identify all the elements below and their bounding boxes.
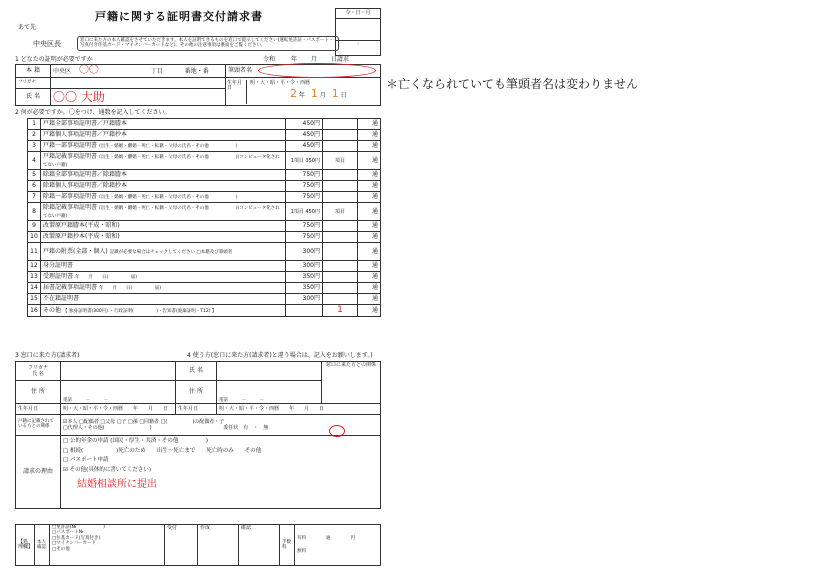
item-name: 除籍個人事項証明書／除籍抄本 <box>43 182 128 190</box>
certificate-item-row[interactable] <box>28 272 381 283</box>
item-name-cell <box>41 170 286 181</box>
honseki-field[interactable] <box>51 65 226 78</box>
item-name-cell <box>41 272 286 283</box>
form-title: 戸籍に関する証明書交付請求書 <box>95 10 263 23</box>
item-fee: 1項目 450円 <box>286 203 323 221</box>
req-name-field[interactable] <box>61 362 176 381</box>
item-number: 12 <box>28 261 41 272</box>
item-fee: 450円 <box>286 119 323 130</box>
item-name-cell <box>41 283 286 294</box>
item-count[interactable] <box>323 283 358 294</box>
id-item: □免許証(№ ) <box>52 525 105 530</box>
item-fee: 300円 <box>286 261 323 272</box>
item-number: 8 <box>28 203 41 221</box>
req-birth-eras[interactable]: 明・大・昭・平・令・西暦 年 月 日 <box>61 404 176 415</box>
chome-label: 丁目 <box>150 68 163 75</box>
use-birth-eras[interactable]: 明・大・昭・平・令・西暦 年 月 日 <box>217 404 381 415</box>
use-relation-label: 窓口に来た方との関係 <box>322 362 381 404</box>
item-tsu: 通 <box>358 294 381 305</box>
item-tsu: 通 <box>358 170 381 181</box>
item-fee: 750円 <box>286 232 323 243</box>
reiwa-label: 令和 <box>263 56 276 63</box>
item-count[interactable] <box>323 141 358 152</box>
item-number: 1 <box>28 119 41 130</box>
honseki-label: 本 籍 <box>16 65 51 78</box>
req-name-label: 氏 名 <box>32 371 44 377</box>
birth-eras: 明・大・昭・平・令・西暦 <box>250 79 311 86</box>
item-name: 改製原戸籍抄本(平成・昭和) <box>43 233 120 241</box>
reason-pension: □ 公的年金の申請 (国民・厚生・共済・その他 ) <box>63 438 208 444</box>
section4-heading: 4 使う方(窓口に来た方(請求者)と違う場合は、記入をお願いします。) <box>187 352 373 359</box>
date-stamp-colon: : <box>336 40 380 47</box>
reason-label: 請求の理由 <box>16 436 61 509</box>
item-name: 身分証明書 <box>43 262 74 270</box>
item-name-cell <box>41 181 286 192</box>
item-tsu: 通 <box>358 181 381 192</box>
section3-heading: 3 窓口に来た方(請求者) <box>15 352 80 359</box>
item-tsu: 通 <box>358 261 381 272</box>
item-name-cell <box>41 221 286 232</box>
item-fee: 300円 <box>286 243 323 261</box>
free-label: 無料 <box>297 549 306 554</box>
birth-cell <box>226 78 381 106</box>
req-furigana-cell <box>16 362 61 381</box>
certificate-item-row[interactable] <box>28 283 381 294</box>
name-value[interactable]: 〇〇 大助 <box>51 89 226 106</box>
item-name: 除籍一部事項証明書 <box>43 193 98 201</box>
certificate-item-row[interactable] <box>28 119 381 130</box>
item-name: 戸籍記載事項証明書 <box>43 153 98 161</box>
ininjo-red-circle <box>329 425 345 437</box>
item-detail: 記載が必要な場合はチェックしてください □本籍及び筆頭者 <box>109 249 233 255</box>
item-name-cell <box>41 119 286 130</box>
date-stamp-header: 令・日・月 <box>336 9 380 19</box>
item-fee: 750円 <box>286 192 323 203</box>
item-detail: (出生・婚姻・離婚・死亡・転籍・父母の氏名・その他 ) <box>99 195 238 201</box>
honseki-ward: 中央区 <box>53 68 72 75</box>
certificate-item-row[interactable] <box>28 192 381 203</box>
item-name-cell <box>41 305 286 317</box>
certificate-item-row[interactable] <box>28 221 381 232</box>
hittousha-red-circle <box>258 63 376 78</box>
month-label: 月 <box>310 56 317 63</box>
item-name: 受理証明書 <box>43 273 74 281</box>
item-count[interactable] <box>323 221 358 232</box>
item-detail: (出生・婚姻・離婚・死亡・転籍・父母の氏名・その他 ) <box>99 144 238 150</box>
certificate-item-row[interactable] <box>28 305 381 317</box>
reason-detail: 結婚相談所に提出 <box>77 479 157 491</box>
certificate-item-row[interactable] <box>28 170 381 181</box>
item-tsu: 通 <box>358 119 381 130</box>
office-use-table <box>15 524 381 566</box>
item-count[interactable]: 項目 <box>323 152 358 170</box>
item-number: 7 <box>28 192 41 203</box>
item-count[interactable] <box>323 192 358 203</box>
item-tsu: 通 <box>358 232 381 243</box>
item-count[interactable] <box>323 130 358 141</box>
certificate-item-row[interactable] <box>28 232 381 243</box>
item-fee: 450円 <box>286 141 323 152</box>
certificate-item-row[interactable] <box>28 130 381 141</box>
use-phone[interactable]: 電話 － － <box>217 381 322 404</box>
relation-proxy: □代理人・その他( ) <box>63 425 152 431</box>
birth-day-value: 1 <box>331 86 339 100</box>
item-count[interactable] <box>323 119 358 130</box>
req-birth-label: 生年月日 <box>16 404 61 415</box>
item-name-cell <box>41 152 286 170</box>
request-day-label: 日請求 <box>330 56 349 63</box>
honseki-handwritten: 〇〇 <box>78 65 99 76</box>
id-item: □マイナンバーカード <box>52 541 97 547</box>
use-address-label: 住 所 <box>176 381 217 404</box>
reason-inheritance: □ 相続( )死亡のため 出生～死亡まで 死亡時のみ その他 <box>63 447 262 454</box>
item-tsu: 通 <box>358 221 381 232</box>
birth-nichi: 日 <box>340 91 347 99</box>
item-name: 戸籍一部事項証明書 <box>43 142 98 150</box>
made-label: 作成 <box>198 525 239 566</box>
item-tsu: 通 <box>358 152 381 170</box>
id-item: □住基カード(写真付き) <box>52 535 101 541</box>
item-name: 不在籍証明書 <box>43 295 80 303</box>
paid-yen: 円 <box>350 535 355 541</box>
item-number: 13 <box>28 272 41 283</box>
item-name: 届書記載事項証明書 <box>43 284 98 292</box>
requester-table <box>15 361 381 509</box>
reason-options[interactable] <box>61 436 381 509</box>
item-name: 改製原戸籍謄本(平成・昭和) <box>43 222 120 230</box>
item-name-cell <box>41 130 286 141</box>
item-number: 3 <box>28 141 41 152</box>
name-label: 氏 名 <box>16 89 51 106</box>
item-tsu: 通 <box>358 305 381 317</box>
item-detail: (出生・婚姻・離婚・死亡・転籍・父母の氏名・その他 )(コンピュータ化されてない戸籍) <box>43 206 280 219</box>
item-tsu: 通 <box>358 141 381 152</box>
item-fee: 450円 <box>286 130 323 141</box>
item-detail: 【 独身証明書(300円) ・行政証明( )・告知書(廃棄証明・T12) 】 <box>63 308 217 314</box>
use-name-field[interactable] <box>217 362 322 381</box>
relation-options-line1: ☑本人 □配偶者 □父母 □子 □孫 □同籍者 □( )の配偶者・子 <box>63 419 225 425</box>
item-name-cell <box>41 203 286 221</box>
item-fee: 750円 <box>286 221 323 232</box>
furigana-label: フリガナ <box>16 78 51 89</box>
item-tsu: 通 <box>358 243 381 261</box>
item-number: 5 <box>28 170 41 181</box>
id-item: □パスポート№ <box>52 530 106 536</box>
item-name: 戸籍個人事項証明書／戸籍抄本 <box>43 131 128 139</box>
item-number: 10 <box>28 232 41 243</box>
item-count[interactable]: 1 <box>323 305 358 317</box>
date-stamp-box <box>335 8 381 56</box>
mayor-label: 中央区長 <box>33 40 61 48</box>
item-fee: 1項目 350円 <box>286 152 323 170</box>
item-count[interactable] <box>323 261 358 272</box>
certificate-item-row[interactable] <box>28 141 381 152</box>
item-number: 16 <box>28 305 41 317</box>
certificate-item-row[interactable] <box>28 203 381 221</box>
item-detail: 年 月 日( 届) <box>75 275 138 281</box>
item-fee <box>286 305 323 317</box>
item-name-cell <box>41 261 286 272</box>
id-check-label: 本人確認 <box>35 525 50 566</box>
item-fee: 350円 <box>286 272 323 283</box>
addressee-label: あて先 <box>18 24 37 31</box>
item-name-cell <box>41 243 286 261</box>
id-item: □その他 <box>52 546 70 552</box>
item-name: 戸籍全部事項証明書／戸籍謄本 <box>43 120 128 128</box>
use-name-label: 氏 名 <box>176 362 217 381</box>
item-detail: 年 月 日( 届) <box>99 286 162 292</box>
req-phone[interactable]: 電話 － － <box>61 381 176 404</box>
id-list <box>50 525 165 566</box>
item-count[interactable] <box>323 243 358 261</box>
item-tsu: 通 <box>358 130 381 141</box>
certificate-item-row[interactable] <box>28 243 381 261</box>
item-count[interactable] <box>323 232 358 243</box>
section1-heading: 1 どなたの証明が必要ですか <box>15 56 93 63</box>
req-furigana-label: フリガナ <box>28 365 48 371</box>
item-name: 除籍全部事項証明書／除籍謄本 <box>43 171 128 179</box>
paid-tsu: 通 <box>326 535 331 541</box>
item-number: 15 <box>28 294 41 305</box>
item-fee: 350円 <box>286 283 323 294</box>
item-number: 9 <box>28 221 41 232</box>
item-name: 戸籍の附票(全部・個人) <box>43 247 108 255</box>
item-number: 14 <box>28 283 41 294</box>
item-tsu: 通 <box>358 272 381 283</box>
side-note: ＊亡くなられていても筆頭者名は変わりません <box>386 77 639 91</box>
banchi-label: 番地・番 <box>184 68 209 75</box>
item-count[interactable]: 項目 <box>323 203 358 221</box>
item-count[interactable] <box>323 294 358 305</box>
item-fee: 300円 <box>286 294 323 305</box>
item-number: 2 <box>28 130 41 141</box>
item-detail: (出生・婚姻・離婚・死亡・転籍・父母の氏名・その他 )(コンピュータ化されてない戸籍) <box>43 155 280 168</box>
hittousha-label: 筆頭者名 <box>228 67 253 75</box>
item-number: 4 <box>28 152 41 170</box>
item-fee: 750円 <box>286 181 323 192</box>
birth-gatsu: 月 <box>319 91 326 99</box>
use-birth-label: 生年月日 <box>176 404 217 415</box>
item-name-cell <box>41 192 286 203</box>
item-name-cell <box>41 294 286 305</box>
birth-nen: 年 <box>298 91 305 99</box>
item-name-cell <box>41 141 286 152</box>
certificate-item-row[interactable] <box>28 294 381 305</box>
received-label: 受付 <box>165 525 198 566</box>
birth-month-value: 1 <box>310 86 318 100</box>
id-notice: 窓口に来た方の本人確認をさせていただきます。本人を証明できるものを窓口で提示してください(運転免許証・パスポート・写真付き住基カード・マイナンバーカードなど)。その他の注意事項は裏面をご覧ください。 <box>77 36 339 51</box>
certificate-item-row[interactable] <box>28 152 381 170</box>
paid-label: 有料 <box>297 535 306 541</box>
item-number: 6 <box>28 181 41 192</box>
certificate-item-row[interactable] <box>28 181 381 192</box>
furigana-field[interactable] <box>51 78 226 89</box>
ininjo-label: 委任状 有 ・ 無 <box>223 425 269 431</box>
fee-detail <box>295 525 381 566</box>
item-name: その他 <box>43 306 62 314</box>
item-fee: 750円 <box>286 170 323 181</box>
birth-label: 生年月日 <box>226 80 247 104</box>
birth-year-value: 2 <box>290 86 297 100</box>
year-label: 年 <box>290 56 297 63</box>
request-form <box>15 8 381 580</box>
reiwa-date <box>263 56 349 63</box>
certificate-item-row[interactable] <box>28 261 381 272</box>
certificate-items-table <box>27 118 381 317</box>
reason-other: ☑ その他(具体的に書いてください) <box>63 466 151 473</box>
relation-label: 戸籍に記載されている方との関係 <box>16 415 61 436</box>
item-name-cell <box>41 232 286 243</box>
item-number: 11 <box>28 243 41 261</box>
fee-label: 手数料 <box>280 525 295 566</box>
reason-passport: □ パスポート申請 <box>63 457 109 464</box>
item-count[interactable] <box>323 181 358 192</box>
item-name: 除籍記載事項証明書 <box>43 204 98 212</box>
item-tsu: 通 <box>358 192 381 203</box>
office-label: 【処理欄】 <box>16 525 35 566</box>
section2-heading: 2 何が必要ですか。〇をつけ、通数を記入してください。 <box>15 109 171 116</box>
item-tsu: 通 <box>358 203 381 221</box>
req-address-label: 住 所 <box>16 381 61 404</box>
item-count[interactable] <box>323 272 358 283</box>
item-count[interactable] <box>323 170 358 181</box>
confirmed-label: 確認 <box>239 525 280 566</box>
item-tsu: 通 <box>358 283 381 294</box>
